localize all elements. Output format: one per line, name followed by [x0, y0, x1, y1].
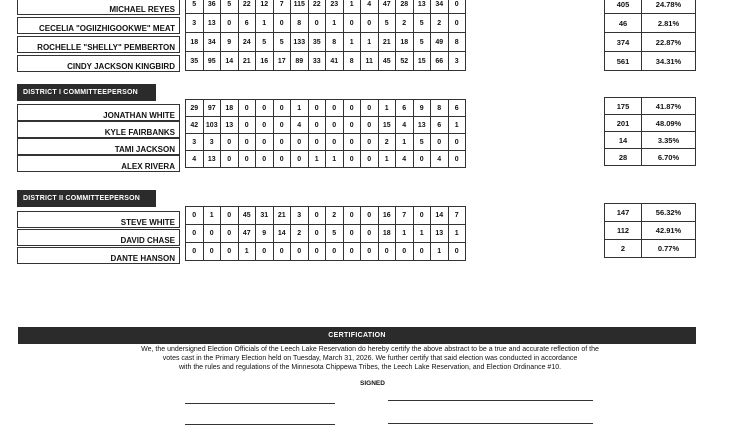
vote-cell: 33	[308, 52, 326, 71]
vote-row	[186, 225, 466, 243]
vote-cell: 0	[256, 117, 274, 134]
vote-cell: 0	[361, 134, 379, 151]
vote-cell: 0	[361, 151, 379, 168]
vote-cell: 1	[378, 151, 396, 168]
vote-cell: 8	[448, 33, 466, 52]
total-votes: 147	[605, 204, 642, 222]
vote-cell: 35	[186, 52, 204, 71]
total-row	[605, 33, 696, 52]
vote-cell: 0	[343, 117, 361, 134]
vote-cell: 52	[396, 52, 414, 71]
vote-cell: 5	[378, 14, 396, 33]
vote-cell: 8	[291, 14, 309, 33]
vote-cell: 17	[273, 52, 291, 71]
vote-row	[186, 52, 466, 71]
vote-cell: 0	[291, 151, 309, 168]
vote-cell: 49	[431, 33, 449, 52]
vote-cell: 18	[378, 225, 396, 243]
total-votes: 374	[605, 33, 642, 52]
certification-header: CERTIFICATION	[18, 327, 696, 344]
vote-cell: 5	[221, 0, 239, 14]
vote-cell: 0	[221, 207, 239, 225]
vote-cell: 6	[448, 100, 466, 117]
vote-cell: 0	[186, 243, 204, 261]
vote-cell: 89	[291, 52, 309, 71]
vote-cell: 1	[326, 151, 344, 168]
vote-cell: 97	[203, 100, 221, 117]
total-votes: 175	[605, 98, 642, 115]
total-row	[605, 149, 696, 166]
candidate-name: CINDY JACKSON KINGBIRD	[17, 55, 180, 72]
total-votes: 28	[605, 149, 642, 166]
vote-cell: 103	[203, 117, 221, 134]
vote-cell: 0	[361, 117, 379, 134]
vote-percentage: 34.31%	[642, 52, 696, 71]
vote-cell: 0	[308, 14, 326, 33]
vote-row	[186, 151, 466, 168]
total-votes: 46	[605, 14, 642, 33]
candidate-name: KYLE FAIRBANKS	[17, 121, 180, 138]
candidate-name: DANTE HANSON	[17, 247, 180, 264]
vote-cell: 0	[448, 0, 466, 14]
vote-cell: 47	[378, 0, 396, 14]
vote-cell: 1	[291, 100, 309, 117]
vote-cell: 3	[186, 134, 204, 151]
total-row	[605, 240, 696, 258]
total-row	[605, 98, 696, 115]
vote-cell: 3	[203, 134, 221, 151]
vote-cell: 0	[238, 134, 256, 151]
vote-cell: 1	[361, 33, 379, 52]
vote-cell: 2	[326, 207, 344, 225]
vote-cell: 15	[378, 117, 396, 134]
vote-cell: 6	[431, 117, 449, 134]
vote-cell: 0	[203, 243, 221, 261]
section-header: DISTRICT II COMMITTEEPERSON	[17, 190, 156, 207]
vote-cell: 21	[238, 52, 256, 71]
vote-cell: 2	[396, 14, 414, 33]
vote-cell: 16	[378, 207, 396, 225]
vote-cell: 0	[343, 100, 361, 117]
vote-cell: 115	[291, 0, 309, 14]
signature-line[interactable]	[388, 400, 593, 401]
vote-percentage: 0.77%	[642, 240, 696, 258]
vote-cell: 0	[308, 100, 326, 117]
vote-cell: 22	[308, 0, 326, 14]
vote-cell: 41	[326, 52, 344, 71]
vote-cell: 0	[238, 151, 256, 168]
total-votes: 561	[605, 52, 642, 71]
vote-cell: 0	[273, 117, 291, 134]
vote-row	[186, 207, 466, 225]
vote-cell: 21	[273, 207, 291, 225]
vote-cell: 0	[326, 134, 344, 151]
vote-row	[186, 134, 466, 151]
vote-cell: 0	[343, 207, 361, 225]
vote-cell: 0	[221, 134, 239, 151]
vote-cell: 8	[431, 100, 449, 117]
vote-percentage: 48.09%	[642, 115, 696, 132]
vote-cell: 29	[186, 100, 204, 117]
certification-line: We, the undersigned Election Officials of the Leech Lake Reservation do hereby certify the above abstract to be a true and accurate reflection of the	[141, 346, 599, 353]
vote-cell: 0	[273, 134, 291, 151]
vote-cell: 13	[203, 14, 221, 33]
signed-label: SIGNED	[360, 380, 385, 387]
total-votes: 2	[605, 240, 642, 258]
vote-cell: 5	[186, 0, 204, 14]
vote-cell: 0	[291, 134, 309, 151]
vote-row	[186, 117, 466, 134]
vote-cell: 0	[221, 225, 239, 243]
total-row	[605, 222, 696, 240]
vote-cell: 9	[413, 100, 431, 117]
vote-cell: 0	[326, 117, 344, 134]
vote-cell: 0	[413, 151, 431, 168]
vote-cell: 0	[256, 100, 274, 117]
vote-cell: 0	[361, 207, 379, 225]
vote-percentage: 6.70%	[642, 149, 696, 166]
vote-cell: 1	[203, 207, 221, 225]
vote-cell: 4	[431, 151, 449, 168]
vote-cell: 0	[361, 14, 379, 33]
vote-cell: 6	[396, 100, 414, 117]
totals-table	[604, 97, 696, 166]
vote-percentage: 56.32%	[642, 204, 696, 222]
vote-cell: 2	[378, 134, 396, 151]
vote-cell: 1	[326, 14, 344, 33]
vote-cell: 2	[431, 14, 449, 33]
vote-cell: 0	[256, 151, 274, 168]
vote-cell: 0	[343, 14, 361, 33]
vote-cell: 4	[396, 117, 414, 134]
vote-cell: 0	[448, 14, 466, 33]
section-header: DISTRICT I COMMITTEEPERSON	[17, 84, 156, 101]
vote-cell: 0	[186, 207, 204, 225]
vote-cell: 3	[291, 207, 309, 225]
vote-cell: 0	[308, 117, 326, 134]
vote-cell: 0	[448, 134, 466, 151]
vote-cell: 3	[448, 52, 466, 71]
vote-cell: 1	[396, 134, 414, 151]
vote-percentage: 22.87%	[642, 33, 696, 52]
vote-cell: 1	[448, 225, 466, 243]
signature-line[interactable]	[388, 423, 593, 424]
vote-cell: 45	[378, 52, 396, 71]
vote-cell: 5	[326, 225, 344, 243]
vote-cell: 18	[396, 33, 414, 52]
vote-cell: 5	[413, 33, 431, 52]
certification-line: with the rules and regulations of the Minnesota Chippewa Tribes, the Leech Lake Reservation, and Election Ordinance #10.	[178, 364, 562, 371]
vote-cell: 5	[256, 33, 274, 52]
vote-cell: 13	[431, 225, 449, 243]
candidate-name: JONATHAN WHITE	[17, 104, 180, 121]
certification-line: votes cast in the Primary Election held on Tuesday, March 31, 2026. We further certify that said election was conducted in accordance	[162, 355, 578, 362]
vote-cell: 0	[256, 134, 274, 151]
vote-cell: 14	[221, 52, 239, 71]
vote-cell: 0	[203, 225, 221, 243]
vote-cell: 13	[413, 0, 431, 14]
vote-cell: 16	[256, 52, 274, 71]
vote-cell: 0	[238, 117, 256, 134]
vote-percentage: 24.78%	[642, 0, 696, 14]
vote-cell: 0	[273, 100, 291, 117]
vote-cell: 14	[273, 225, 291, 243]
vote-cell: 66	[431, 52, 449, 71]
vote-cell: 0	[361, 225, 379, 243]
vote-cell: 0	[273, 151, 291, 168]
vote-cell: 42	[186, 117, 204, 134]
vote-cell: 34	[203, 33, 221, 52]
vote-cell: 0	[238, 100, 256, 117]
vote-row	[186, 0, 466, 14]
vote-cell: 1	[431, 243, 449, 261]
vote-cell: 4	[361, 0, 379, 14]
vote-cell: 7	[448, 207, 466, 225]
candidate-name: STEVE WHITE	[17, 211, 180, 228]
candidate-name: ALEX RIVERA	[17, 155, 180, 172]
vote-cell: 35	[308, 33, 326, 52]
vote-cell: 9	[256, 225, 274, 243]
vote-cell: 5	[413, 134, 431, 151]
vote-cell: 4	[396, 151, 414, 168]
vote-cell: 0	[413, 207, 431, 225]
vote-cell: 0	[221, 243, 239, 261]
signature-line[interactable]	[185, 424, 335, 425]
vote-cell: 0	[343, 151, 361, 168]
vote-cell: 21	[378, 33, 396, 52]
vote-cell: 1	[238, 243, 256, 261]
vote-cell: 0	[448, 151, 466, 168]
vote-cell: 0	[361, 100, 379, 117]
vote-cell: 0	[308, 225, 326, 243]
precinct-votes-table	[185, 206, 466, 261]
candidate-name: TAMI JACKSON	[17, 138, 180, 155]
vote-cell: 95	[203, 52, 221, 71]
vote-cell: 36	[203, 0, 221, 14]
total-votes: 14	[605, 132, 642, 149]
vote-cell: 24	[238, 33, 256, 52]
precinct-votes-table	[185, 0, 466, 71]
vote-cell: 8	[326, 33, 344, 52]
vote-cell: 0	[291, 243, 309, 261]
vote-cell: 0	[431, 134, 449, 151]
vote-cell: 1	[378, 100, 396, 117]
vote-percentage: 2.81%	[642, 14, 696, 33]
vote-cell: 0	[343, 225, 361, 243]
vote-cell: 28	[396, 0, 414, 14]
vote-cell: 4	[186, 151, 204, 168]
total-row	[605, 14, 696, 33]
vote-cell: 0	[308, 243, 326, 261]
vote-cell: 1	[256, 14, 274, 33]
vote-cell: 18	[186, 33, 204, 52]
vote-cell: 18	[221, 100, 239, 117]
vote-cell: 45	[238, 207, 256, 225]
vote-cell: 1	[308, 151, 326, 168]
vote-cell: 0	[378, 243, 396, 261]
totals-table	[604, 203, 696, 258]
vote-cell: 0	[221, 14, 239, 33]
vote-cell: 8	[343, 52, 361, 71]
vote-cell: 3	[186, 14, 204, 33]
vote-percentage: 41.87%	[642, 98, 696, 115]
candidate-name: CECELIA "OGIIZHIGOOKWE" MEAT	[17, 17, 180, 34]
vote-cell: 0	[448, 243, 466, 261]
vote-percentage: 3.35%	[642, 132, 696, 149]
total-row	[605, 115, 696, 132]
vote-row	[186, 14, 466, 33]
vote-cell: 5	[273, 33, 291, 52]
vote-row	[186, 100, 466, 117]
vote-percentage: 42.91%	[642, 222, 696, 240]
vote-cell: 1	[343, 0, 361, 14]
vote-cell: 1	[413, 225, 431, 243]
vote-cell: 34	[431, 0, 449, 14]
vote-cell: 0	[326, 100, 344, 117]
vote-row	[186, 243, 466, 261]
vote-cell: 0	[396, 243, 414, 261]
signature-line[interactable]	[185, 403, 335, 404]
total-votes: 405	[605, 0, 642, 14]
vote-cell: 133	[291, 33, 309, 52]
vote-cell: 6	[238, 14, 256, 33]
total-votes: 112	[605, 222, 642, 240]
vote-cell: 0	[221, 151, 239, 168]
total-row	[605, 52, 696, 71]
vote-cell: 12	[256, 0, 274, 14]
vote-cell: 4	[291, 117, 309, 134]
vote-cell: 0	[361, 243, 379, 261]
vote-cell: 1	[396, 225, 414, 243]
totals-table	[604, 0, 696, 71]
vote-cell: 2	[291, 225, 309, 243]
vote-cell: 7	[396, 207, 414, 225]
vote-cell: 11	[361, 52, 379, 71]
vote-cell: 0	[308, 134, 326, 151]
vote-cell: 23	[326, 0, 344, 14]
vote-row	[186, 33, 466, 52]
vote-cell: 0	[413, 243, 431, 261]
vote-cell: 0	[273, 14, 291, 33]
candidate-name: ROCHELLE "SHELLY" PEMBERTON	[17, 36, 180, 53]
vote-cell: 0	[326, 243, 344, 261]
vote-cell: 13	[221, 117, 239, 134]
total-votes: 201	[605, 115, 642, 132]
vote-cell: 0	[273, 243, 291, 261]
vote-cell: 0	[343, 134, 361, 151]
candidate-name: DAVID CHASE	[17, 229, 180, 246]
vote-cell: 13	[203, 151, 221, 168]
total-row	[605, 204, 696, 222]
vote-cell: 5	[413, 14, 431, 33]
vote-cell: 1	[343, 33, 361, 52]
certification-text	[90, 345, 650, 372]
vote-cell: 1	[448, 117, 466, 134]
vote-cell: 31	[256, 207, 274, 225]
vote-cell: 14	[431, 207, 449, 225]
vote-cell: 13	[413, 117, 431, 134]
vote-cell: 0	[343, 243, 361, 261]
vote-cell: 22	[238, 0, 256, 14]
candidate-name: MICHAEL REYES	[17, 0, 180, 15]
vote-cell: 47	[238, 225, 256, 243]
vote-cell: 0	[186, 225, 204, 243]
vote-cell: 0	[308, 207, 326, 225]
vote-cell: 15	[413, 52, 431, 71]
total-row	[605, 0, 696, 14]
precinct-votes-table	[185, 99, 466, 168]
vote-cell: 7	[273, 0, 291, 14]
vote-cell: 0	[256, 243, 274, 261]
vote-cell: 9	[221, 33, 239, 52]
total-row	[605, 132, 696, 149]
